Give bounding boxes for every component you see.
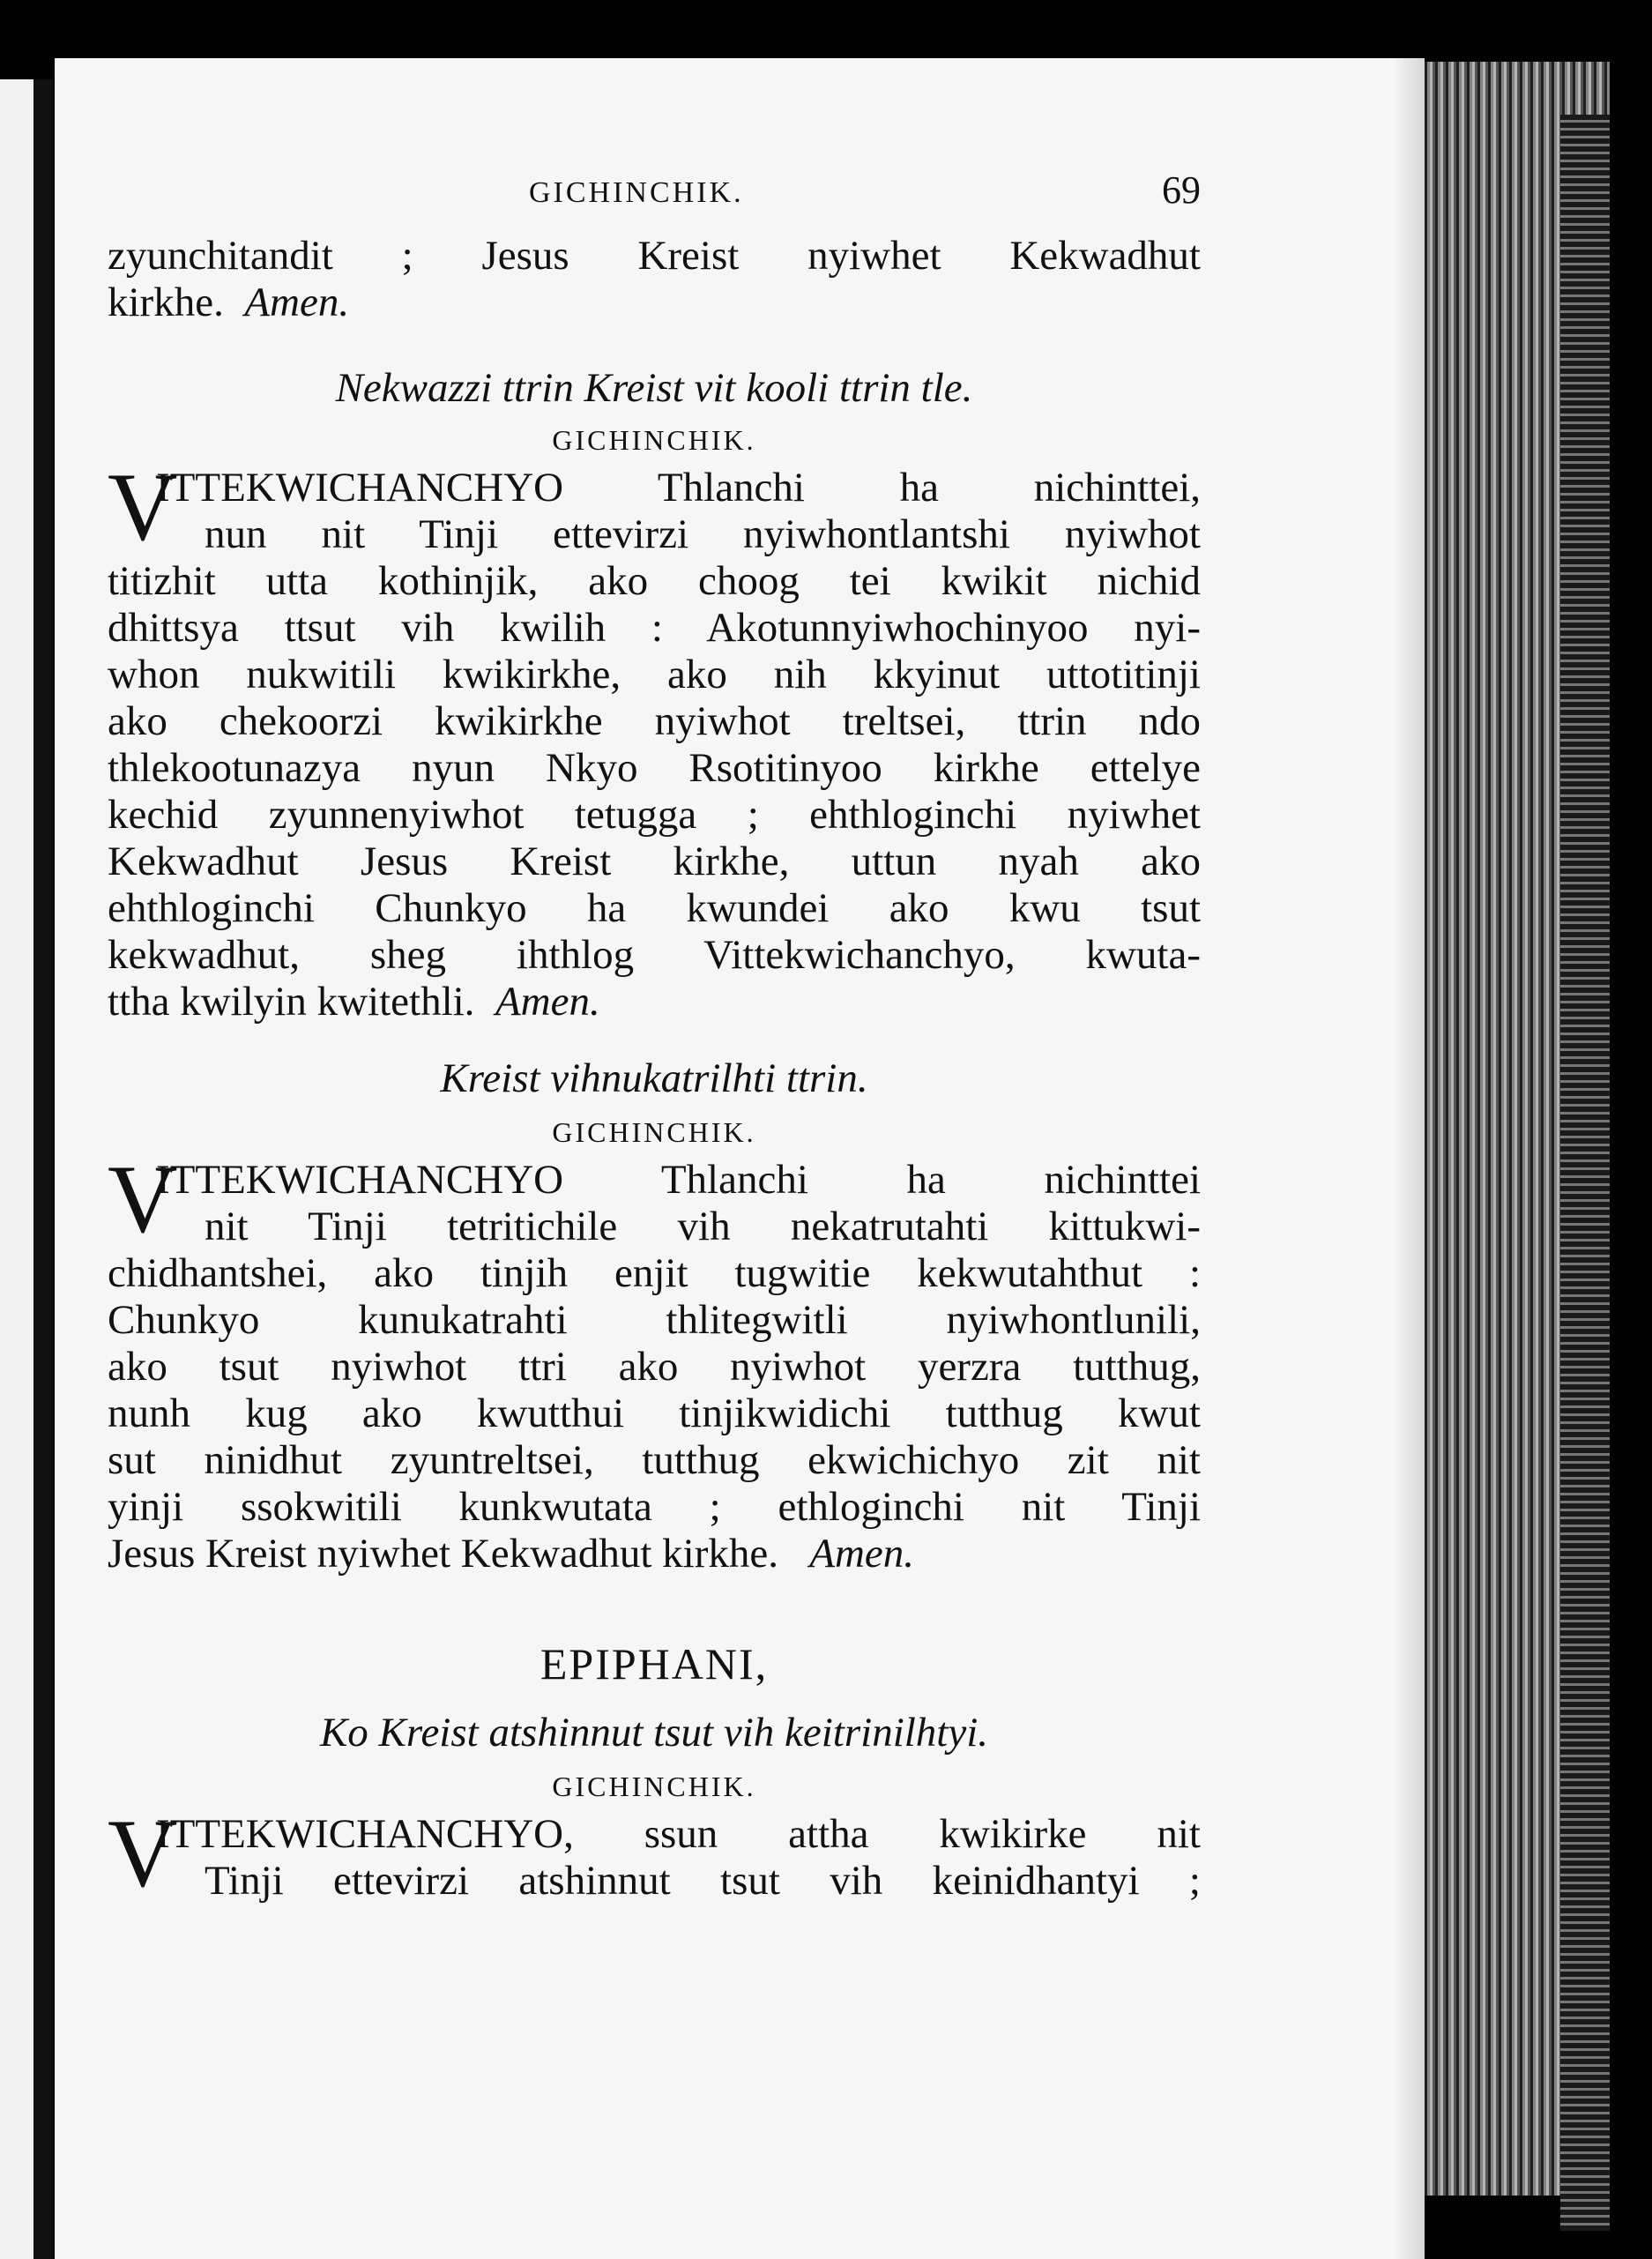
text-line: nunh kug ako kwutthui tinjikwidichi tutthug kwut	[108, 1390, 1201, 1436]
amen-text: Amen.	[809, 1531, 915, 1577]
section-label: GICHINCHIK.	[552, 424, 756, 456]
text-line	[108, 1531, 1201, 1577]
text-line: titizhit utta kothinjik, ako choog tei kwikit nichid	[108, 558, 1201, 604]
text-line: ITTEKWICHANCHYO, ssun attha kwikirke nit	[156, 1811, 1201, 1857]
text-line: dhittsya ttsut vih kwilih : Akotunnyiwhochinyoo nyi-	[108, 605, 1201, 651]
text-line: zyunchitandit ; Jesus Kreist nyiwhet Kekwadhut	[108, 233, 1201, 279]
text-line: ITTEKWICHANCHYO Thlanchi ha nichinttei	[156, 1157, 1201, 1203]
text-line: yinji ssokwitili kunkwutata ; ethloginchi nit Tinji	[108, 1484, 1201, 1530]
text-line: ako tsut nyiwhot ttri ako nyiwhot yerzra tutthug,	[108, 1344, 1201, 1390]
running-head	[108, 168, 1201, 220]
text-line: kechid zyunnenyiwhot tetugga ; ehthloginchi nyiwhet	[108, 792, 1201, 838]
collect-paragraph	[108, 1800, 1201, 1907]
text-line: kekwadhut, sheg ihthlog Vittekwichanchyo, kwuta-	[108, 932, 1201, 978]
text-line: Chunkyo kunukatrahti thlitegwitli nyiwhontlunili,	[108, 1297, 1201, 1343]
previous-page-edge	[0, 79, 53, 2259]
page-content	[108, 168, 1201, 1905]
collect-paragraph	[108, 1145, 1201, 1577]
text-line: thlekootunazya nyun Nkyo Rsotitinyoo kirkhe ettelye	[108, 745, 1201, 791]
amen-text: Amen.	[495, 979, 600, 1025]
text-fragment: ttha kwilyin kwitethli.	[108, 979, 475, 1025]
text-line	[108, 280, 1201, 326]
text-line: Tinji ettevirzi atshinnut tsut vih keinidhantyi ;	[205, 1858, 1201, 1904]
text-line: chidhantshei, ako tinjih enjit tugwitie kekwutahthut :	[108, 1250, 1201, 1296]
page-number: 69	[1162, 168, 1201, 212]
section-label: GICHINCHIK.	[552, 1771, 756, 1802]
section-subtitle: Ko Kreist atshinnut tsut vih keitrinilhtyi.	[319, 1710, 989, 1756]
book-fore-edge-shadow	[1560, 115, 1610, 2231]
drop-cap: V	[108, 453, 178, 561]
text-line: sut ninidhut zyuntreltsei, tutthug ekwichichyo zit nit	[108, 1437, 1201, 1483]
text-line	[108, 979, 1201, 1025]
amen-text: Amen.	[244, 280, 350, 325]
text-line: Kekwadhut Jesus Kreist kirkhe, uttun nyah ako	[108, 839, 1201, 884]
text-line: ehthloginchi Chunkyo ha kwundei ako kwu tsut	[108, 885, 1201, 931]
text-fragment: Jesus Kreist nyiwhet Kekwadhut kirkhe.	[108, 1531, 778, 1577]
collect-paragraph	[108, 453, 1201, 1025]
drop-cap: V	[108, 1145, 178, 1253]
text-line: ITTEKWICHANCHYO Thlanchi ha nichinttei,	[156, 465, 1201, 511]
text-line: nun nit Tinji ettevirzi nyiwhontlantshi nyiwhot	[205, 511, 1201, 557]
text-line: whon nukwitili kwikirkhe, ako nih kkyinut uttotitinji	[108, 652, 1201, 697]
text-fragment: kirkhe.	[108, 280, 224, 325]
drop-cap: V	[108, 1800, 178, 1907]
text-line: ako chekoorzi kwikirkhe nyiwhot treltsei, ttrin ndo	[108, 698, 1201, 744]
feast-heading: EPIPHANI,	[540, 1639, 769, 1689]
page-shadow	[1395, 58, 1425, 2259]
section-subtitle: Nekwazzi ttrin Kreist vit kooli ttrin tle.	[335, 365, 973, 411]
section-label: GICHINCHIK.	[552, 1116, 756, 1148]
section-subtitle: Kreist vihnukatrilhti ttrin.	[440, 1055, 868, 1101]
text-line: nit Tinji tetritichile vih nekatrutahti kittukwi-	[205, 1204, 1201, 1249]
running-head-title: GICHINCHIK.	[529, 176, 744, 209]
